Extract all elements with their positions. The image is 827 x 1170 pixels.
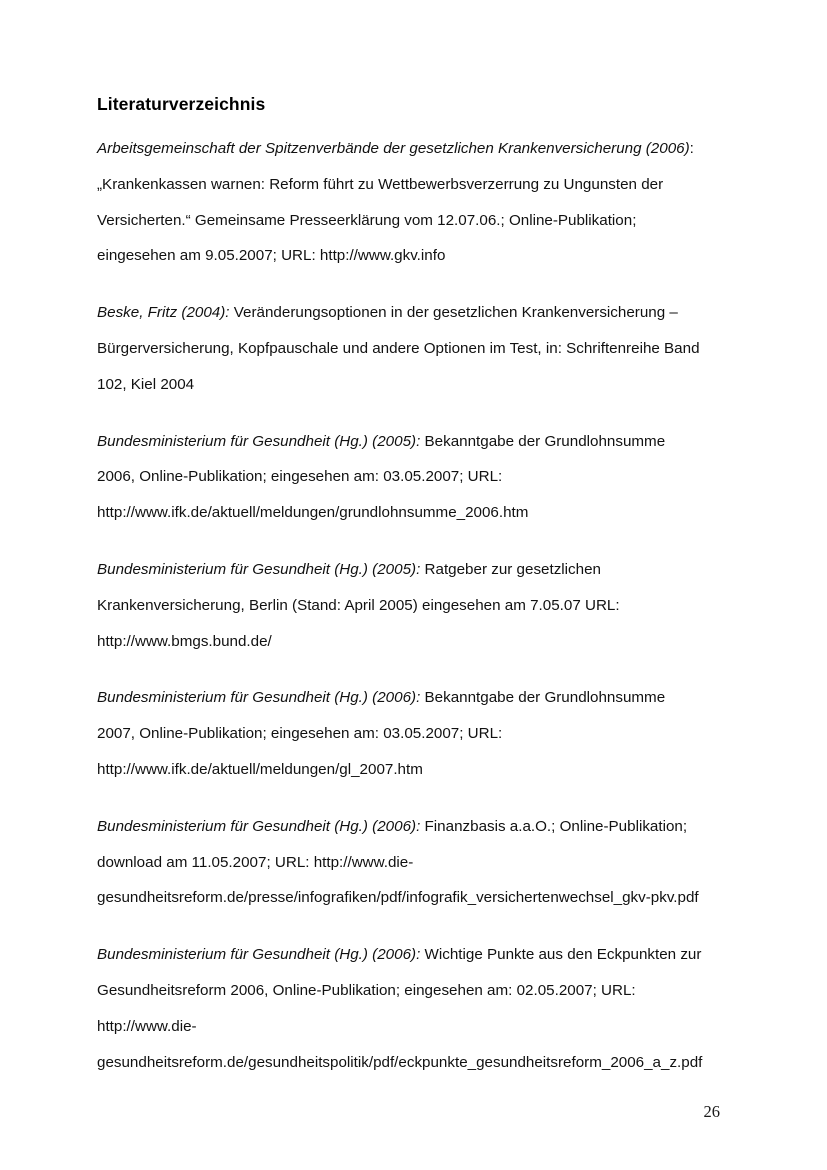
entry-author: Bundesministerium für Gesundheit (Hg.) (2006): — [97, 689, 421, 707]
page-content — [97, 92, 703, 1080]
entry-author: Bundesministerium für Gesundheit (Hg.) (2006): — [97, 817, 421, 835]
page-number: 26 — [703, 1102, 720, 1121]
bibliography-entry — [97, 680, 703, 787]
bibliography-entry — [97, 131, 703, 274]
bibliography-entry — [97, 424, 703, 531]
entry-details: Wichtige Punkte aus den Eckpunkten zur Gesundheitsreform 2006, Online-Publikation; eingesehen am: 02.05.2007; URL: http://www.die-gesundheitsreform.de/gesundheitspolitik/pdf/eckpunkte_gesundheitsreform_2006_a_z.pdf — [97, 946, 703, 1071]
entry-author: Bundesministerium für Gesundheit (Hg.) (2005): — [97, 560, 421, 578]
entry-author: Beske, Fritz (2004): — [97, 304, 230, 322]
entry-author: Bundesministerium für Gesundheit (Hg.) (2006): — [97, 946, 421, 964]
bibliography-entry — [97, 295, 703, 402]
bibliography-entry — [97, 552, 703, 659]
entry-details: : „Krankenkassen warnen: Reform führt zu Wettbewerbsverzerrung zu Ungunsten der Versicherten.“ Gemeinsame Presseerklärung vom 12.07.06.; Online-Publikation; eingesehen am 9.05.2007; URL: http://www.gkv.info — [97, 140, 694, 265]
entry-author: Bundesministerium für Gesundheit (Hg.) (2005): — [97, 432, 421, 450]
entry-author: Arbeitsgemeinschaft der Spitzenverbände der gesetzlichen Krankenversicherung (2006) — [97, 140, 690, 157]
entry-details: Bekanntgabe der Grundlohnsumme 2006, Online-Publikation; eingesehen am: 03.05.2007; URL: http://www.ifk.de/aktuell/meldungen/grundlohnsumme_2006.htm — [97, 432, 666, 522]
bibliography-list — [97, 131, 703, 1080]
bibliography-entry — [97, 809, 703, 916]
entry-details: Bekanntgabe der Grundlohnsumme 2007, Online-Publikation; eingesehen am: 03.05.2007; URL: http://www.ifk.de/aktuell/meldungen/gl_2007.htm — [97, 689, 666, 778]
bibliography-entry — [97, 937, 703, 1080]
entry-details: Ratgeber zur gesetzlichen Krankenversicherung, Berlin (Stand: April 2005) eingesehen am 7.05.07 URL: http://www.bmgs.bund.de/ — [97, 560, 620, 650]
entry-details: Finanzbasis a.a.O.; Online-Publikation; download am 11.05.2007; URL: http://www.die-gesundheitsreform.de/presse/infografiken/pdf/infografik_versichertenwechsel_gkv-pkv.pdf — [97, 817, 699, 907]
entry-details: Veränderungsoptionen in der gesetzlichen Krankenversicherung – Bürgerversicherung, Kopfpauschale und andere Optionen im Test, in: Schriftenreihe Band 102, Kiel 2004 — [97, 304, 700, 393]
page-title: Literaturverzeichnis — [97, 94, 266, 114]
